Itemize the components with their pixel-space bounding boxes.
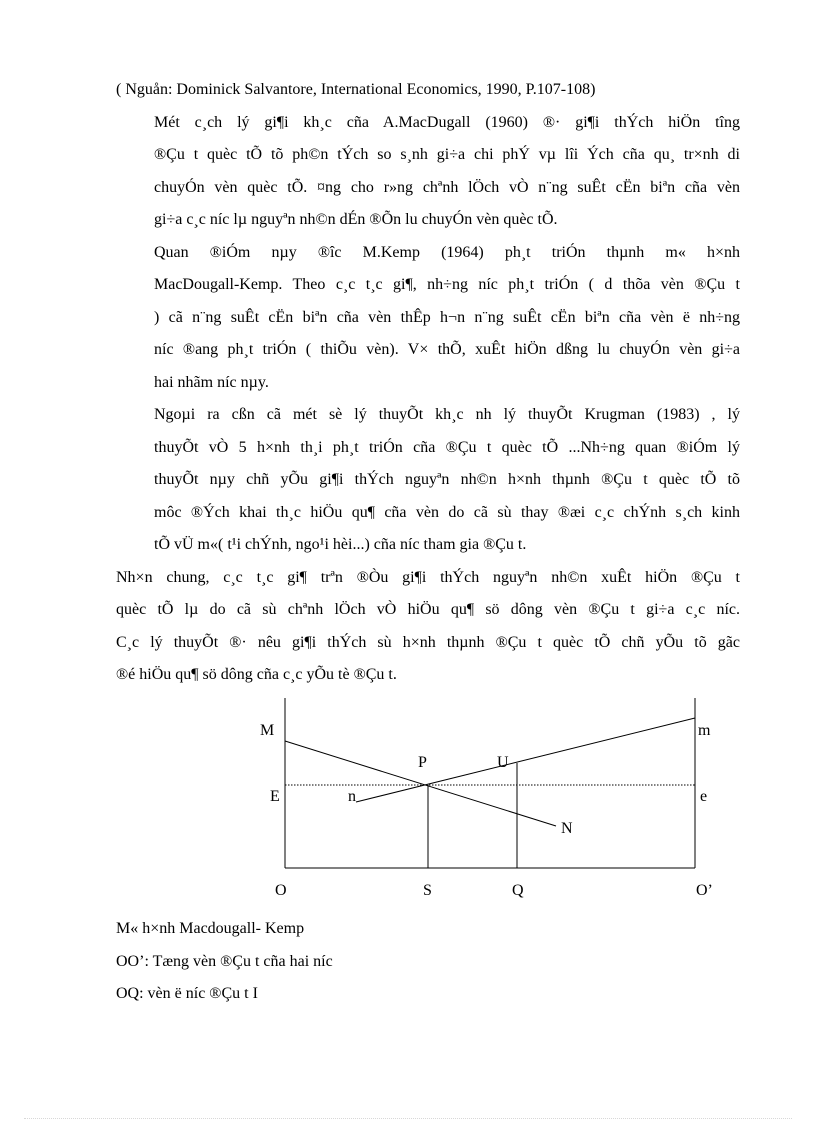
label-S: S <box>423 882 432 899</box>
text-line: Nh×n chung, c¸c t¸c gi¶ trªn ®Òu gi¶i thÝch nguyªn nh©n xuÊt hiÖn ®Çu t <box>116 568 740 586</box>
label-m: m <box>698 722 711 739</box>
curve-nm <box>356 718 695 802</box>
text-line: quèc tÕ lµ do cã sù chªnh lÖch vÒ hiÖu qu¶ sö dông vèn ®Çu t gi÷a c¸c níc. <box>116 601 740 618</box>
figure-title: M« h×nh Macdougall- Kemp <box>116 920 305 937</box>
text-line: C¸c lý thuyÕt ®· nêu gi¶i thÝch sù h×nh thµnh ®Çu t quèc tÕ chñ yÕu tõ gãc <box>116 633 740 651</box>
label-O-prime: O’ <box>696 882 713 899</box>
text-line: thuyÕt vÒ 5 h×nh th¸i ph¸t triÓn cña ®Çu t quèc tÕ ...Nh÷ng quan ®iÓm lý <box>154 438 740 456</box>
text-line: môc ®Ých khai th¸c hiÖu qu¶ cña vèn do cã sù thay ®æi c¸c chÝnh s¸ch kinh <box>154 503 740 521</box>
text-line: gi÷a c¸c níc lµ nguyªn nh©n dÉn ®Õn lu chuyÓn vèn quèc tÕ. <box>154 211 558 228</box>
label-E: E <box>270 788 280 805</box>
label-n: n <box>348 788 356 805</box>
label-M: M <box>260 722 275 739</box>
caption-OQ: OQ: vèn ë níc ®Çu t I <box>116 985 258 1002</box>
label-O: O <box>275 882 287 899</box>
caption-OO-prime: OO’: Tæng vèn ®Çu t cña hai níc <box>116 952 333 970</box>
paragraph-macdugall <box>116 107 740 237</box>
label-P: P <box>418 754 427 771</box>
paragraph-kemp <box>116 237 740 400</box>
text-line: hai nhãm níc nµy. <box>154 373 269 391</box>
text-line: thuyÕt nµy chñ yÕu gi¶i thÝch nguyªn nh©n h×nh thµnh ®Çu t quèc tÕ tõ <box>154 471 740 488</box>
text-line: MacDougall-Kemp. Theo c¸c t¸c gi¶, nh÷ng níc ph¸t triÓn ( d thõa vèn ®Çu t <box>154 276 740 293</box>
text-line: ) cã n¨ng suÊt cËn biªn cña vèn thÊp h¬n n¨ng suÊt cËn biªn cña vèn ë nh÷ng <box>154 308 740 326</box>
text-line: Mét c¸ch lý gi¶i kh¸c cña A.MacDugall (1960) ®· gi¶i thÝch hiÖn tîng <box>154 113 740 131</box>
paragraph-krugman <box>116 399 740 562</box>
text-line: ®é hiÖu qu¶ sö dông cña c¸c yÕu tè ®Çu t. <box>116 666 397 683</box>
footer-divider <box>24 1118 792 1119</box>
text-line: chuyÓn vèn quèc tÕ. ¤ng cho r»ng chªnh lÖch vÒ n¨ng suÊt cËn biªn cña vèn <box>154 178 740 196</box>
body-text <box>116 74 740 692</box>
source-line: ( Nguån: Dominick Salvantore, International Economics, 1990, P.107-108) <box>116 81 596 98</box>
text-line: níc ®ang ph¸t triÓn ( thiÕu vèn). V× thÕ, xuÊt hiÖn dßng lu chuyÓn vèn gi÷a <box>154 341 740 358</box>
diagram-svg <box>240 690 740 900</box>
text-line: tÕ vÜ m«( t¹i chÝnh, ngo¹i hèi...) cña níc tham gia ®Çu t. <box>154 536 527 553</box>
label-Q: Q <box>512 882 524 899</box>
label-U: U <box>497 754 509 771</box>
label-N: N <box>561 820 573 837</box>
paragraph-summary <box>116 562 740 692</box>
text-line: Ngoµi ra cßn cã mét sè lý thuyÕt kh¸c nh lý thuyÕt Krugman (1983) , lý <box>154 406 740 423</box>
macdougall-kemp-diagram <box>240 690 740 900</box>
figure-captions <box>116 913 736 1011</box>
text-line: Quan ®iÓm nµy ®îc M.Kemp (1964) ph¸t triÓn thµnh m« h×nh <box>154 243 740 261</box>
label-e: e <box>700 788 708 805</box>
text-line: ®Çu t quèc tÕ tõ ph©n tÝch so s¸nh gi÷a chi phÝ vµ lîi Ých cña qu¸ tr×nh di <box>154 146 740 163</box>
